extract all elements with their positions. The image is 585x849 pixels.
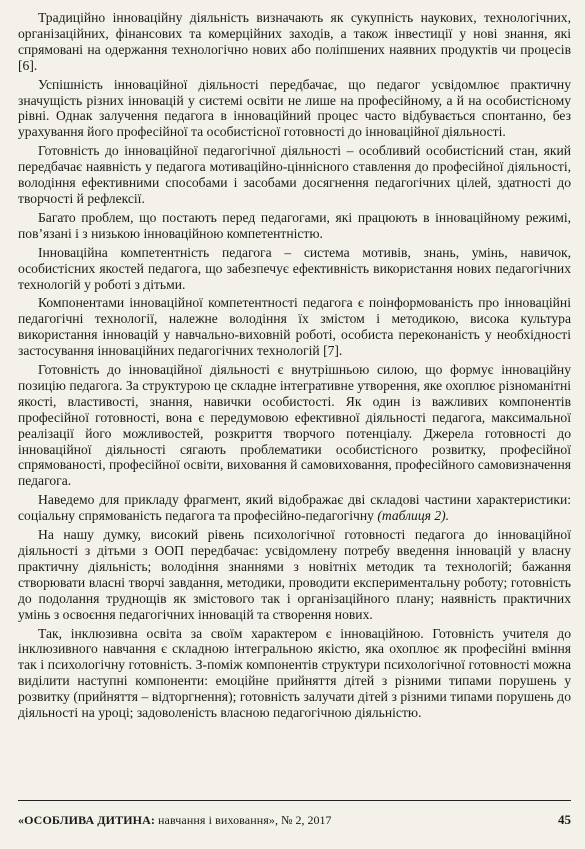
text-run: Готовність до інноваційної педагогічної діяльності – особливий особистісний стан, який передбачає наявність у педагога мотиваційно-ціннісного ставлення до професійної діяльності, володіння ефективними способами і засобами досягнення педагогічних цілей, здатності до творчості й рефлексії. — [18, 143, 571, 206]
text-run: Багато проблем, що постають перед педагогами, які працюють в інноваційному режимі, пов’язані і з низькою інноваційною компетентністю. — [18, 209, 571, 241]
text-run: Інноваційна компетентність педагога – система мотивів, знань, умінь, навичок, особистісних якостей педагога, що забезпечує ефективність використання нових педагогічних технологій у роботі з дітьми. — [18, 244, 571, 292]
text-run: На нашу думку, високий рівень психологічної готовності педагога до інноваційної діяльності з дітьми з ООП передбачає: усвідомлену потребу введення інновацій у власну практичну діяльність; володіння знаннями з новітніх методик та технологій; бажання створювати власні творчі завдання, методики, проводити експериментальну роботу; готовність до подолання труднощів як змістового так і організаційного плану; наявність практичних умінь з освоєння педагогічних інновацій та створення нових. — [18, 527, 571, 622]
italic-reference: (таблиця 2). — [377, 508, 450, 524]
paragraph — [18, 210, 571, 242]
journal-issue: № 2, 2017 — [278, 813, 332, 827]
text-run: Так, інклюзивна освіта за своїм характером є інноваційною. Готовність учителя до інклюзивного навчання є складною інтегральною якістю, яка охоплює як професійні вміння так і психологічну готовність. З-поміж компонентів структури психологічної готовності можна виділити наступні компоненти: емоційне прийняття дітей з різними типами порушень у розвитку (прийняття – відторгнення); готовність залучати дітей з різними типами порушень до діяльності на уроці; задоволеність власною педагогічною діяльністю. — [18, 625, 571, 721]
page-footer — [18, 812, 571, 828]
paragraph — [18, 492, 571, 524]
journal-citation — [18, 813, 332, 828]
paragraph — [18, 626, 571, 721]
article-body — [18, 10, 571, 721]
text-run: Наведемо для прикладу фрагмент, який відображає дві складові частини характеристики: соціальну спрямованість педагога та професійно-педагогічну — [18, 492, 571, 524]
footer-divider — [18, 800, 571, 801]
paragraph — [18, 245, 571, 293]
text-run: Готовність до інноваційної діяльності є внутрішньою силою, що формує інноваційну позицію педагога. За структурою це складне інтегративне утворення, яке охоплює різноманітні якості, властивості, знання, навички особистості. Як один із важливих компонентів професійної готовності, вона є передумовою ефективної діяльності педагога, максимальної реалізації його можливостей, розкриття творчого потенціалу. Джерела готовності до інноваційної діяльності сягають проблематики особистісного розвитку, професійної спрямованості, професійної освіти, виховання й самовиховання, професійного самовизначення педагога. — [18, 362, 571, 489]
paragraph — [18, 295, 571, 359]
paragraph — [18, 143, 571, 207]
text-run: Традиційно інноваційну діяльність визначають як сукупність наукових, технологічних, організаційних, фінансових та комерційних заходів, а також інвестиції у нові знання, які спрямовані на одержання технологічно нових або поліпшених наявних продуктів чи процесів — [18, 10, 571, 57]
text-run: Компонентами інноваційної компетентності педагога є поінформованість про інноваційні педагогічні технології, належне володіння їх змістом і методикою, висока культура використання інновацій у навчально-виховній роботі, особиста переконаність у необхідності застосування інноваційних педагогічних технологій — [18, 295, 571, 359]
paragraph — [18, 527, 571, 622]
paragraph — [18, 362, 571, 489]
paragraph — [18, 77, 571, 141]
text-run: Успішність інноваційної діяльності передбачає, що педагог усвідомлює практичну значущість різних інновацій у системі освіти не лише на професійному, а й на особистісному рівні. Однак залучення педагога в інноваційний процес часто відбувається спонтанно, без урахування його професійної та особистісної готовності до інноваційної діяльності. — [18, 76, 571, 140]
journal-title: «ОСОБЛИВА ДИТИНА: навчання і виховання», — [18, 813, 279, 827]
paragraph — [18, 10, 571, 74]
text-run: [6]. — [18, 57, 38, 73]
text-run: [7]. — [323, 343, 343, 359]
page-number: 45 — [558, 812, 571, 827]
